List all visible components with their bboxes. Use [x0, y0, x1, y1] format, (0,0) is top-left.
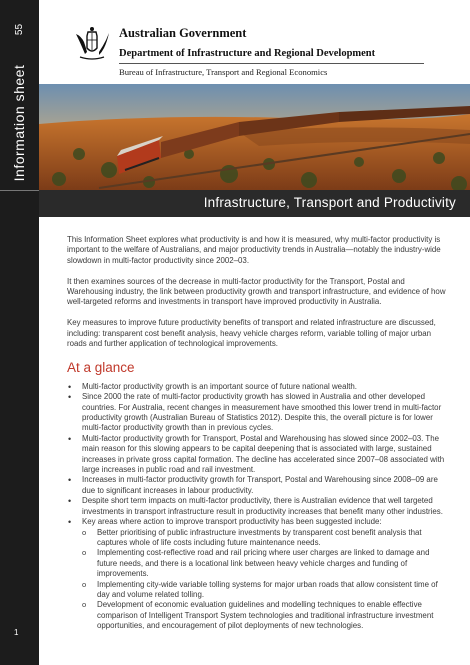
glance-heading: At a glance: [67, 359, 135, 375]
title-band: [39, 190, 470, 217]
page-number: 1: [14, 628, 19, 637]
sub-list-item: o Better prioritising of public infrastructure investments by transparent cost benefit analysis that captures whole of life costs including future maintenance needs.: [82, 528, 447, 549]
intro-paragraph: It then examines sources of the decrease in multi-factor productivity for the Transport, Postal and Warehousing industry, the link between productivity growth and transport infrastructure, and evidence of how well-targeted reforms and investments in transport have improved productivity in Australia.: [67, 276, 446, 307]
government-name: Australian Government: [119, 26, 247, 40]
list-item: • Since 2000 the rate of multi-factor productivity growth has slowed in Australia and other developed countries. For Australia, recent changes in measurement have smoothed this lower trend in multi-factor productivity growth (Australian Bureau of Statistics 2012). Despite this, the overall picture is for lower multi-factor productivity growth than in previous cycles.: [67, 392, 447, 434]
list-item: • Despite short term impacts on multi-factor productivity, there is Australian evidence that well targeted investments in transport infrastructure result in productivity increases that benefit many other industries.: [67, 496, 447, 517]
freight-train-photo: [39, 84, 470, 192]
header: [72, 20, 452, 84]
coat-of-arms-icon: [72, 24, 112, 64]
department-name: Department of Infrastructure and Regional Development: [119, 48, 376, 59]
sidebar: [0, 0, 39, 665]
sub-list-item: o Development of economic evaluation guidelines and modelling techniques to enable effective comparison of Intelligent Transport System technologies and traditional infrastructure investment opportunities, and encouragement of pilot deployments of new technologies.: [82, 600, 447, 631]
sidebar-label: Information sheet: [11, 64, 27, 182]
bureau-name: Bureau of Infrastructure, Transport and Regional Economics: [119, 67, 328, 77]
list-item: • Multi-factor productivity growth for Transport, Postal and Warehousing has slowed since 2002–03. The main reason for this slowing appears to be capital deepening that is associated with large, sustained increases in private gross capital formation. The decline has accelerated since 2007–08 associated with large increases in public road and rail investment.: [67, 434, 447, 476]
hero-image: [39, 84, 470, 192]
list-item: • Multi-factor productivity growth is an important source of future national wealth.: [67, 382, 447, 392]
intro-paragraph: Key measures to improve future productivity benefits of transport and related infrastructure are discussed, including: transparent cost benefit analysis, heavy vehicle charges reform, variable tolling of major urban roads and further application of technological improvements.: [67, 318, 436, 349]
sub-list-item: o Implementing cost-reflective road and rail pricing where user charges are linked to damage and future needs, and there is a locational link between heavy vehicle charges and funding of improvements.: [82, 548, 447, 579]
sheet-number: 55: [14, 23, 25, 36]
list-item: • Increases in multi-factor productivity growth for Transport, Postal and Warehousing since 2008–09 are due to significant increases in labour productivity.: [67, 475, 447, 496]
list-item: [67, 517, 447, 631]
page-title: Infrastructure, Transport and Productivity: [203, 195, 456, 210]
sub-list-item: o Implementing city-wide variable tolling systems for major urban roads that allow consistent time of day and volume related tolling.: [82, 580, 447, 601]
glance-list: [67, 382, 447, 632]
sub-list: [82, 528, 447, 632]
sidebar-divider: [0, 190, 39, 191]
header-divider: [119, 63, 424, 64]
list-item-text: Key areas where action to improve transport productivity has been suggested include:: [82, 517, 382, 527]
main-content: [67, 235, 447, 632]
intro-paragraph: This Information Sheet explores what productivity is and how it is measured, why multi-factor productivity is important to the welfare of Australians, and major productivity trends in Australia—notably the industry-wide slowdown in multi-factor productivity since 2002–03.: [67, 235, 441, 265]
